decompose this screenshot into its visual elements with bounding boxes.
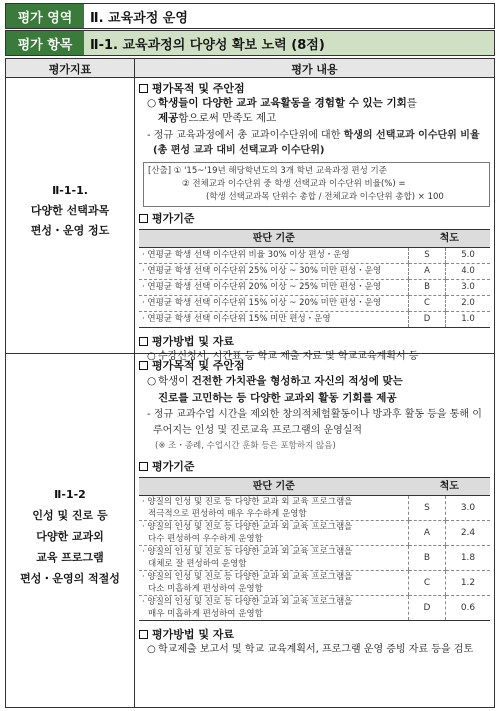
- criteria-table: 판단 기준 척도 · 연평균 학생 선택 이수단위 비율 30% 이상 편성・운영 S 5.0 · 연평균 학생 선택 이수단위 25% 이상 ~ 30% 미만 편성・운영 A 4.0 · 연평균 학생 선택 이수단위 20% 이상 ~ 25% 미만 편성・운영 B 3.0 · 연평균 학생 선택 이수단위 15% 이상 ~ 20% 미만 편성・운영 C 2.0 · 연평균 학생 선택 이수단위 15% 미만 편성・운영 D 1.0: [139, 229, 490, 328]
- table-row: · 양질의 인성 및 진로 등 다양한 교과 외 교육 프로그램을 매우 미흡하게 편성하여 운영함 D 0.6: [139, 596, 490, 621]
- indicator-1-label: Ⅱ-1-1. 다양한 선택과목 편성・운영 정도: [30, 184, 110, 237]
- item-value: Ⅱ-1. 교육과정의 다양성 확보 노력 (8점): [84, 31, 494, 55]
- table-row: · 양질의 인성 및 진로 등 다양한 교과 외 교육 프로그램을 다소 미흡하게 편성하여 운영함 C 1.2: [139, 571, 490, 596]
- column-header: [6, 59, 494, 78]
- criteria-table: 판단 기준 척도 · 양질의 인성 및 진로 등 다양한 교과 외 교육 프로그램을 적극적으로 편성하여 매우 우수하게 운영함 S 3.0 · 양질의 인성 및 진로 등 다양한 교과 외 교육 프로그램을 다수 편성하여 우수하게 운영함 A 2.4 · 양질의 인성 및 진로 등 다양한 교과 외 교육 프로그램을 대체로 잘 편성하여 운영함 B 1.8 · 양질의 인성 및 진로 등 다양한 교과 외 교육 프로그램을 다소 미흡하게 편성하여 운영함 C 1.2 · 양질의 인성 및 진로 등 다양한 교과 외 교육 프로그램을 매우 미흡하게 편성하여 운영함 D 0.6: [139, 477, 490, 621]
- area-value: Ⅱ. 교육과정 운영: [84, 4, 494, 28]
- purpose-detail: - 정규 교육과정에서 총 교과이수단위에 대한 학생의 선택교과 이수단위 비율(총 편성 교과 대비 선택교과 이수단위): [147, 130, 480, 156]
- indicator-column-title: 평가지표: [48, 63, 92, 76]
- evaluation-item-row: [5, 30, 495, 56]
- criteria-title: 평가기준: [139, 459, 490, 474]
- indicator-2-content: [139, 358, 490, 658]
- checkbox-square-icon: [139, 630, 148, 639]
- table-row: · 연평균 학생 선택 이수단위 20% 이상 ~ 25% 미만 편성・운영 B 3.0: [139, 280, 490, 296]
- purpose-note: (※ 조・종례, 수업시간 훈화 등은 포함하지 않음): [155, 441, 336, 451]
- method-title: 평가방법 및 자료: [139, 627, 490, 642]
- criteria-title: 평가기준: [139, 211, 490, 226]
- table-row: · 양질의 인성 및 진로 등 다양한 교과 외 교육 프로그램을 다수 편성하여 우수하게 운영함 A 2.4: [139, 521, 490, 546]
- method-bullet: ○ 수강신청서, 시간표 등 학교 제출 자료 및 학교교육계획서 등: [147, 351, 419, 362]
- purpose-bullet: ○ 학생이 건전한 가치관을 형성하고 자신의 적성에 맞는 진로를 고민하는 등 다양한 교과외 활동 기회를 제공: [147, 375, 403, 404]
- table-row: · 연평균 학생 선택 이수단위 비율 30% 이상 편성・운영 S 5.0: [139, 248, 490, 264]
- evaluation-area-row: [5, 3, 495, 29]
- area-label: 평가 영역: [6, 4, 84, 28]
- calculation-box: [산출] ① '15~'19년 해당학년도의 3개 학년 교육과정 편성 기준 ② 전체교과 이수단위 중 학생 선택교과 이수단위 비율(%) = (학생 선택교과목 단위수 총합 / 전체교과 이수단위 총합) × 100: [143, 162, 490, 207]
- table-row: · 양질의 인성 및 진로 등 다양한 교과 외 교육 프로그램을 대체로 잘 편성하여 운영함 B 1.8: [139, 546, 490, 571]
- checkbox-square-icon: [139, 214, 148, 223]
- purpose-title: 평가목적 및 주안점: [139, 358, 490, 373]
- checkbox-square-icon: [139, 462, 148, 471]
- purpose-title: 평가목적 및 주안점: [139, 81, 490, 96]
- table-row: · 연평균 학생 선택 이수단위 15% 미만 편성・운영 D 1.0: [139, 312, 490, 328]
- content-column-title: 평가 내용: [291, 63, 338, 76]
- purpose-detail: - 정규 교과수업 시간을 제외한 창의적체험활동이나 방과후 활동 등을 통해 이루어지는 인성 및 진로교육 프로그램의 운영실적: [147, 409, 482, 436]
- evaluation-table: [5, 58, 495, 708]
- method-title: 평가방법 및 자료: [139, 334, 490, 349]
- table-row: · 연평균 학생 선택 이수단위 15% 이상 ~ 20% 미만 편성・운영 C 2.0: [139, 296, 490, 312]
- column-divider: [134, 59, 135, 707]
- purpose-bullet: ○ 학생들이 다양한 교과 교육활동을 경험할 수 있는 기회를 제공함으로써 만족도 제고: [147, 97, 417, 124]
- checkbox-square-icon: [139, 337, 148, 346]
- item-label: 평가 항목: [6, 31, 84, 55]
- indicator-2-label: Ⅱ-1-2 인성 및 진로 등 다양한 교과외 교육 프로그램 편성・운영의 적절성: [20, 488, 120, 585]
- indicator-1-content: [139, 81, 490, 364]
- table-row: · 연평균 학생 선택 이수단위 25% 이상 ~ 30% 미만 편성・운영 A 4.0: [139, 264, 490, 280]
- table-row: · 양질의 인성 및 진로 등 다양한 교과 외 교육 프로그램을 적극적으로 편성하여 매우 우수하게 운영함 S 3.0: [139, 496, 490, 521]
- checkbox-square-icon: [139, 84, 148, 93]
- method-bullet: ○ 학교제출 보고서 및 학교 교육계획서, 프로그램 운영 증빙 자료 등을 검토: [147, 644, 474, 655]
- checkbox-square-icon: [139, 361, 148, 370]
